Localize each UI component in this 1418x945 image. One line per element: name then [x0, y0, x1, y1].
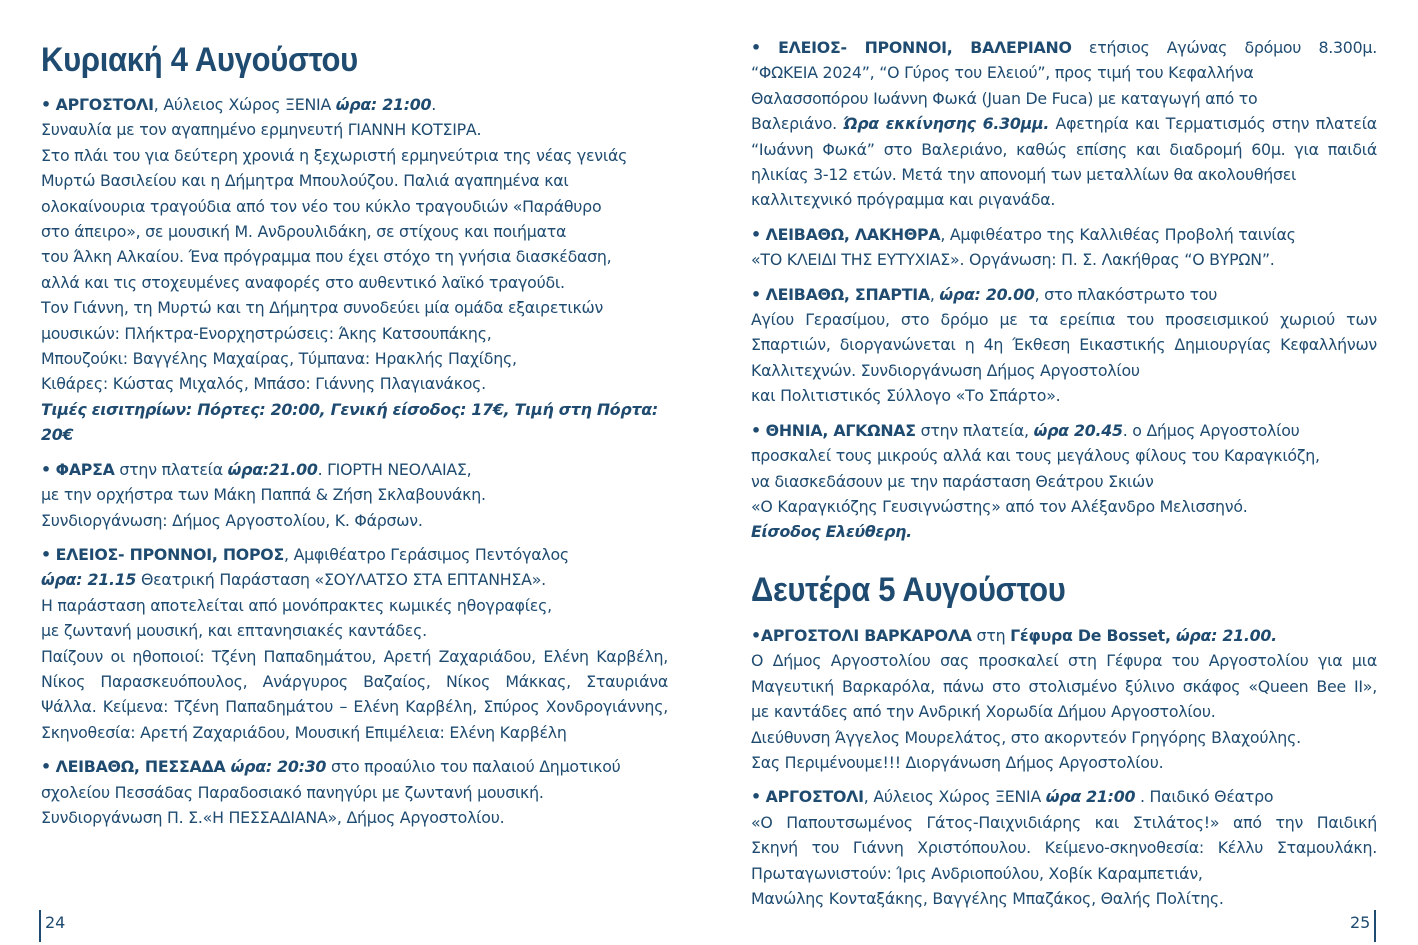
bullet-icon: • — [751, 284, 761, 304]
event-location: ΛΕΙΒΑΘΩ, ΣΠΑΡΤΙΑ — [765, 284, 930, 304]
event-line: με την ορχήστρα των Μάκη Παππά & Ζήση Σκλαβουνάκη. — [41, 485, 486, 505]
event-line: Πρωταγωνιστούν: Ίρις Ανδριοπούλου, Χοβίκ Καραμπετιάν, — [751, 863, 1203, 883]
event-location: ΛΕΙΒΑΘΩ, ΛΑΚΗΘΡΑ — [765, 224, 941, 244]
event-poros — [41, 542, 668, 745]
event-line: προσκαλεί τους μικρούς αλλά και τους μεγάλους φίλους του Καραγκιόζη, — [751, 446, 1320, 466]
event-text: . Παιδικό Θέατρο — [1135, 787, 1274, 807]
event-text: ετήσιος Αγώνας δρόμου 8.300μ. — [1071, 38, 1377, 57]
event-line: αλλά και τις στοχευμένες αναφορές στο αυθεντικό λαϊκό τραγούδι. — [41, 272, 565, 292]
event-line: Η παράσταση αποτελείται από μονόπρακτες κωμικές ηθογραφίες, — [41, 595, 552, 615]
event-time: ώρα: 21:00 — [335, 95, 432, 114]
event-line: στο άπειρο», σε μουσική Μ. Ανδρουλιδάκη, σε στίχους και ποιήματα — [41, 222, 567, 242]
event-farsa — [41, 457, 668, 533]
event-text: Αφετηρία και Τερματισμός στην πλατεία — [1049, 114, 1377, 134]
event-lakithra — [751, 222, 1377, 273]
event-time: ώρα:21.00 — [227, 459, 318, 479]
event-location: ΕΛΕΙΟΣ- ΠΡΟΝΝΟΙ, ΠΟΡΟΣ — [55, 544, 285, 564]
event-line: Ο Δήμος Αργοστολίου σας προσκαλεί στη Γέφυρα του Αργοστολίου για μια — [751, 651, 1377, 671]
event-line: Σας Περιμένουμε!!! Διοργάνωση Δήμος Αργοστολίου. — [751, 753, 1164, 773]
event-barcarola — [751, 623, 1377, 775]
event-text: Θεατρική Παράσταση «ΣΟΥΛΑΤΣΟ ΣΤΑ ΕΠΤΑΝΗΣΑ». — [136, 570, 546, 590]
event-line: Μπουζούκι: Βαγγέλης Μαχαίρας, Τύμπανα: Ηρακλής Παχίδης, — [41, 349, 517, 369]
event-end: . — [431, 95, 437, 114]
event-line: Σκηνοθεσία: Αρετή Ζαχαριάδου, Μουσική Επιμέλεια: Ελένη Καρβέλη — [41, 722, 567, 742]
ticket-prices: Τιμές εισιτηρίων: Πόρτες: 20:00, Γενική είσοδος: 17€, Τιμή στη Πόρτα: 20€ — [41, 399, 658, 445]
page-number-right: 25 — [1350, 910, 1376, 942]
event-line: Καλλιτεχνών. Συνδιοργάνωση Δήμος Αργοστολίου — [751, 360, 1140, 380]
event-venue: , Αύλειος Χώρος ΞΕΝΙΑ — [153, 95, 336, 114]
event-line: Σπαρτιών, διοργανώνεται η 4η Έκθεση Εικαστικής Δημιουργίας Κεφαλλήνων — [751, 335, 1377, 355]
event-time: ώρα 21:00 — [1045, 787, 1136, 807]
left-page — [41, 0, 668, 945]
event-location: ΑΡΓΟΣΤΟΛΙ — [55, 95, 154, 114]
event-location: ΑΡΓΟΣΤΟΛΙ — [765, 787, 864, 807]
event-text: στη — [971, 626, 1011, 645]
right-column-top — [751, 35, 1377, 554]
event-line: μουσικών: Πλήκτρα-Ενορχηστρώσεις: Άκης Κατσουπάκης, — [41, 323, 492, 343]
event-text: , — [929, 284, 940, 304]
event-line: και Πολιτιστικός Σύλλογο «Το Σπάρτο». — [751, 386, 1061, 406]
bullet-icon: • — [751, 224, 761, 244]
event-time: ώρα: 21.15 — [41, 570, 137, 590]
event-spartia — [751, 282, 1377, 409]
event-line: Ψάλλα. Κείμενα: Τζένη Παπαδημάτου – Ελένη Καρβέλη, Σπύρος Χονδρογιάννης, — [41, 697, 668, 717]
event-line: Νίκος Παρασκευόπουλος, Ανάργυρος Βαζαίος, Νίκος Μάκκας, Σταυριάνα — [41, 671, 668, 691]
event-thinia — [751, 418, 1377, 545]
event-line: Συνδιοργάνωση Π. Σ.«Η ΠΕΣΣΑΔΙΑΝΑ», Δήμος Αργοστολίου. — [41, 807, 505, 827]
event-line: ηλικίας 3-12 ετών. Μετά την απονομή των μεταλλίων θα ακολουθήσει — [751, 165, 1297, 185]
event-line: Μανώλης Κονταξάκης, Βαγγέλης Μπαζάκος, Θαλής Πολίτης. — [751, 889, 1224, 909]
event-place: Γέφυρα De Bosset, — [1010, 626, 1176, 645]
event-line: σχολείου Πεσσάδας Παραδοσιακό πανηγύρι με ζωντανή μουσική. — [41, 782, 544, 802]
event-line: Συνδιοργάνωση: Δήμος Αργοστολίου, Κ. Φάρσων. — [41, 510, 423, 530]
event-text: . ΓΙΟΡΤΗ ΝΕΟΛΑΙΑΣ, — [317, 459, 472, 479]
event-time: Ώρα εκκίνησης 6.30μμ. — [843, 114, 1050, 134]
event-time: ώρα: 20.00 — [939, 284, 1035, 304]
event-text: Βαλεριάνο. — [751, 114, 844, 134]
event-line: Αγίου Γερασίμου, στο δρόμο με τα ερείπια του προσεισμικού χωριού των — [751, 310, 1377, 330]
event-venue: , Αμφιθέατρο Γεράσιμος Πεντόγαλος — [284, 544, 569, 564]
event-valeriano — [751, 35, 1377, 213]
day-title-sunday: Κυριακή 4 Αυγούστου — [41, 39, 358, 80]
event-line: Διεύθυνση Άγγελος Μουρελάτος, στο ακορντεόν Γρηγόρης Βλαχούλης. — [751, 727, 1301, 747]
event-line: του Άλκη Αλκαίου. Ένα πρόγραμμα που έχει στόχο τη γνήσια διασκέδαση, — [41, 247, 612, 267]
bullet-icon: • — [751, 420, 761, 440]
day-title-monday: Δευτέρα 5 Αυγούστου — [751, 569, 1066, 610]
event-location: ΕΛΕΙΟΣ- ΠΡΟΝΝΟΙ, ΒΑΛΕΡΙΑΝΟ — [778, 38, 1072, 57]
event-line: με ζωντανή μουσική, και επτανησιακές καντάδες. — [41, 621, 427, 641]
event-time: ώρα: 20:30 — [225, 757, 327, 777]
event-line: Θαλασσοπόρου Ιωάννη Φωκά (Juan De Fuca) με καταγωγή από το — [751, 88, 1258, 108]
event-venue: στην πλατεία — [114, 459, 228, 479]
event-line: Τον Γιάννη, τη Μυρτώ και τη Δήμητρα συνοδεύει μία ομάδα εξαιρετικών — [41, 298, 604, 318]
event-line: “ΦΩΚΕΙΑ 2024”, “Ο Γύρος του Ελειού”, προς τιμή του Κεφαλλήνα — [751, 63, 1254, 83]
bullet-icon: • — [751, 38, 761, 57]
event-line: Σκηνή του Γιάννη Χριστόπουλου. Κείμενο-σκηνοθεσία: Κέλλυ Σταμουλάκη. — [751, 838, 1377, 858]
page-number-left: 24 — [39, 910, 65, 942]
event-line: με καντάδες από την Ανδρική Χορωδία Δήμου Αργοστολίου. — [751, 702, 1216, 722]
bullet-icon: • — [751, 626, 761, 645]
event-line: Παίζουν οι ηθοποιοί: Τζένη Παπαδημάτου, Αρετή Ζαχαριάδου, Ελένη Καρβέλη, — [41, 646, 668, 666]
event-pessada — [41, 754, 668, 830]
event-line: Μαγευτική Βαρκαρόλα, πάνω στο στολισμένο ξύλινο σκάφος «Queen Bee II», — [751, 676, 1377, 696]
event-line: Μυρτώ Βασιλείου και η Δήμητρα Μπουλούζου. Παλιά αγαπημένα και — [41, 171, 569, 191]
event-text: , Αμφιθέατρο της Καλλιθέας Προβολή ταινίας — [940, 224, 1296, 244]
event-line: Κιθάρες: Κώστας Μιχαλός, Μπάσο: Γιάννης Πλαγιανάκος. — [41, 374, 486, 394]
event-location: ΦΑΡΣΑ — [55, 459, 115, 479]
event-line: «Ο Παπουτσωμένος Γάτος-Παιχνιδιάρης και Στιλάτος!» από την Παιδική — [751, 812, 1377, 832]
bullet-icon: • — [751, 787, 761, 807]
event-puss-in-boots — [751, 784, 1377, 911]
event-venue: , Αύλειος Χώρος ΞΕΝΙΑ — [863, 787, 1046, 807]
event-text: , στο πλακόστρωτο του — [1034, 284, 1218, 304]
event-text: . ο Δήμος Αργοστολίου — [1122, 420, 1300, 440]
event-line: καλλιτεχνικό πρόγραμμα και ριγανάδα. — [751, 190, 1056, 210]
event-line: ολοκαίνουρια τραγούδια από τον νέο του κύκλο τραγουδιών «Παράθυρο — [41, 196, 602, 216]
bullet-icon: • — [41, 95, 51, 114]
free-entry: Είσοδος Ελεύθερη. — [751, 522, 912, 542]
bullet-icon: • — [41, 544, 51, 564]
event-location: ΑΡΓΟΣΤΟΛΙ ΒΑΡΚΑΡΟΛΑ — [760, 626, 972, 645]
event-text: στο προαύλιο του παλαιού Δημοτικού — [326, 757, 621, 777]
event-venue: στην πλατεία, — [915, 420, 1034, 440]
event-location: ΛΕΙΒΑΘΩ, ΠΕΣΣΑΔΑ — [55, 757, 226, 777]
event-line: να διασκεδάσουν με την παράσταση Θεάτρου Σκιών — [751, 471, 1154, 491]
right-page — [751, 0, 1377, 945]
event-line: Στο πλάι του για δεύτερη χρονιά η ξεχωριστή ερμηνεύτρια της νέας γενιάς — [41, 145, 628, 165]
bullet-icon: • — [41, 757, 51, 777]
event-argostoli-xenia — [41, 92, 668, 448]
bullet-icon: • — [41, 459, 51, 479]
event-location: ΘΗΝΙΑ, ΑΓΚΩΝΑΣ — [765, 420, 916, 440]
event-time: ώρα 20.45 — [1033, 420, 1123, 440]
left-column — [41, 92, 668, 839]
right-column-bottom — [751, 623, 1377, 920]
event-time: ώρα: 21.00. — [1175, 626, 1277, 645]
event-line: «Ο Καραγκιόζης Γευσιγνώστης» από τον Αλέξανδρο Μελισσηνό. — [751, 496, 1248, 516]
event-line: «ΤΟ ΚΛΕΙΔΙ ΤΗΣ ΕΥΤΥΧΙΑΣ». Οργάνωση: Π. Σ. Λακήθρας “Ο ΒΥΡΩΝ”. — [751, 250, 1275, 270]
event-line: “Ιωάννη Φωκά” στο Βαλεριάνο, καθώς επίσης και διαδρομή 60μ. για παιδιά — [751, 139, 1377, 159]
event-line: Συναυλία με τον αγαπημένο ερμηνευτή ΓΙΑΝΝΗ ΚΟΤΣΙΡΑ. — [41, 120, 482, 140]
